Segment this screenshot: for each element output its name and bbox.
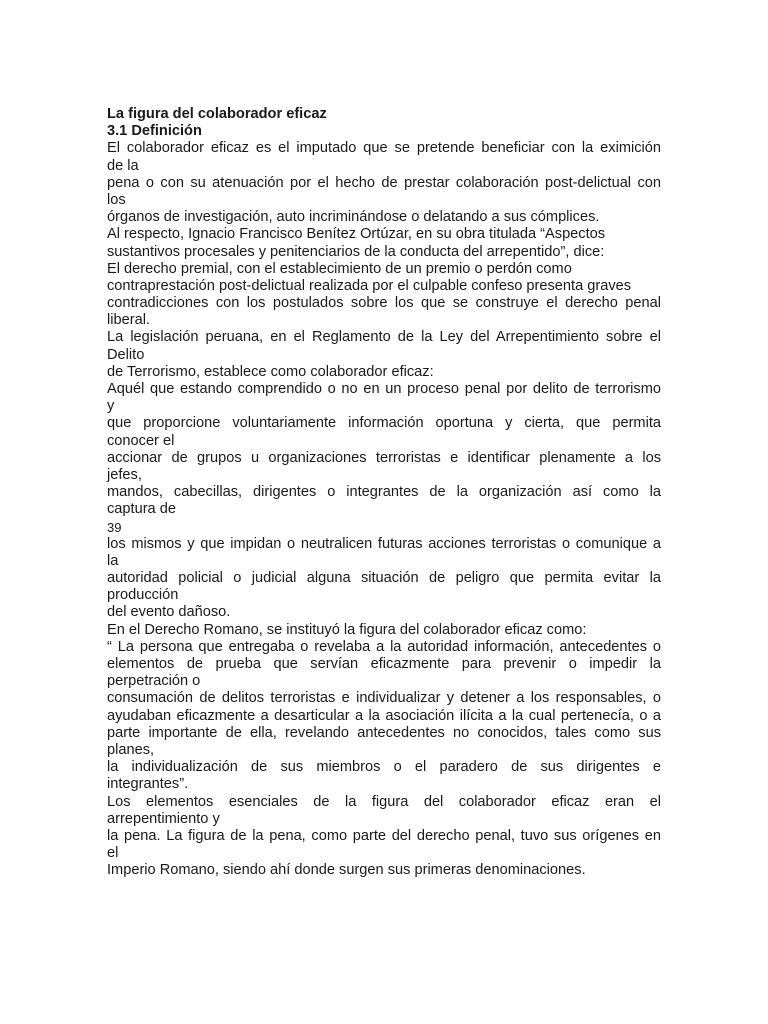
text-line: y (107, 398, 115, 415)
text-line: consumación de delitos terroristas e individualizar y detener a los responsables, o (107, 690, 661, 707)
text-line: arrepentimiento y (107, 810, 220, 827)
text-line: sustantivos procesales y penitenciarios de la conducta del arrepentido”, dice: (107, 243, 605, 260)
text-line: del evento dañoso. (107, 604, 231, 621)
text-line: ayudaban eficazmente a desarticular a la asociación ilícita a la cual pertenecía, o a (107, 707, 661, 724)
text-line: liberal. (107, 312, 150, 329)
text-line: los mismos y que impidan o neutralicen futuras acciones terroristas o comunique a (107, 535, 661, 552)
text-line: jefes, (107, 466, 142, 483)
document-body (107, 106, 661, 879)
text-line: el (107, 845, 119, 862)
text-line: producción (107, 587, 179, 604)
text-line: perpetración o (107, 673, 201, 690)
text-line: la individualización de sus miembros o el paradero de sus dirigentes e (107, 759, 661, 776)
text-line: de la (107, 157, 139, 174)
text-line: planes, (107, 741, 155, 758)
text-line: mandos, cabecillas, dirigentes o integrantes de la organización así como la (107, 484, 661, 501)
text-line: contraprestación post-delictual realizada por el culpable confeso presenta graves (107, 277, 632, 294)
text-line: Delito (107, 346, 145, 363)
text-line: El derecho premial, con el establecimiento de un premio o perdón como (107, 260, 572, 277)
text-line: autoridad policial o judicial alguna situación de peligro que permita evitar la (107, 570, 661, 587)
text-line: conocer el (107, 432, 175, 449)
text-line: Los elementos esenciales de la figura del colaborador eficaz eran el (107, 793, 661, 810)
text-line: pena o con su atenuación por el hecho de prestar colaboración post-delictual con (107, 174, 661, 191)
text-line: elementos de prueba que servían eficazmente para prevenir o impedir la (107, 656, 661, 672)
page-number: 39 (107, 519, 122, 535)
text-line: La legislación peruana, en el Reglamento de la Ley del Arrepentimiento sobre el (107, 329, 661, 346)
text-line: parte importante de ella, revelando antecedentes no conocidos, tales como sus (107, 724, 661, 741)
text-line: que proporcione voluntariamente información oportuna y cierta, que permita (107, 415, 661, 432)
text-line: Aquél que estando comprendido o no en un proceso penal por delito de terrorismo (107, 381, 661, 397)
text-line: Al respecto, Ignacio Francisco Benítez Ortúzar, en su obra titulada “Aspectos (107, 226, 606, 243)
text-line: la (107, 552, 119, 569)
text-line: órganos de investigación, auto incriminándose o delatando a sus cómplices. (107, 209, 600, 226)
text-line: los (107, 191, 126, 208)
text-line: contradicciones con los postulados sobre los que se construye el derecho penal (107, 295, 661, 312)
subsection-title: 3.1 Definición (107, 123, 202, 140)
section-title: La figura del colaborador eficaz (107, 106, 327, 122)
text-line: El colaborador eficaz es el imputado que se pretende beneficiar con la eximición (107, 140, 661, 157)
text-line: Imperio Romano, siendo ahí donde surgen sus primeras denominaciones. (107, 862, 586, 879)
text-line: integrantes”. (107, 776, 189, 793)
text-line: accionar de grupos u organizaciones terroristas e identificar plenamente a los (107, 449, 661, 466)
text-line: la pena. La figura de la pena, como parte del derecho penal, tuvo sus orígenes en (107, 827, 661, 844)
text-line: En el Derecho Romano, se instituyó la figura del colaborador eficaz como: (107, 621, 587, 638)
text-line: captura de (107, 501, 176, 518)
text-line: “ La persona que entregaba o revelaba a la autoridad información, antecedentes o (107, 638, 661, 655)
text-line: de Terrorismo, establece como colaborador eficaz: (107, 363, 434, 380)
